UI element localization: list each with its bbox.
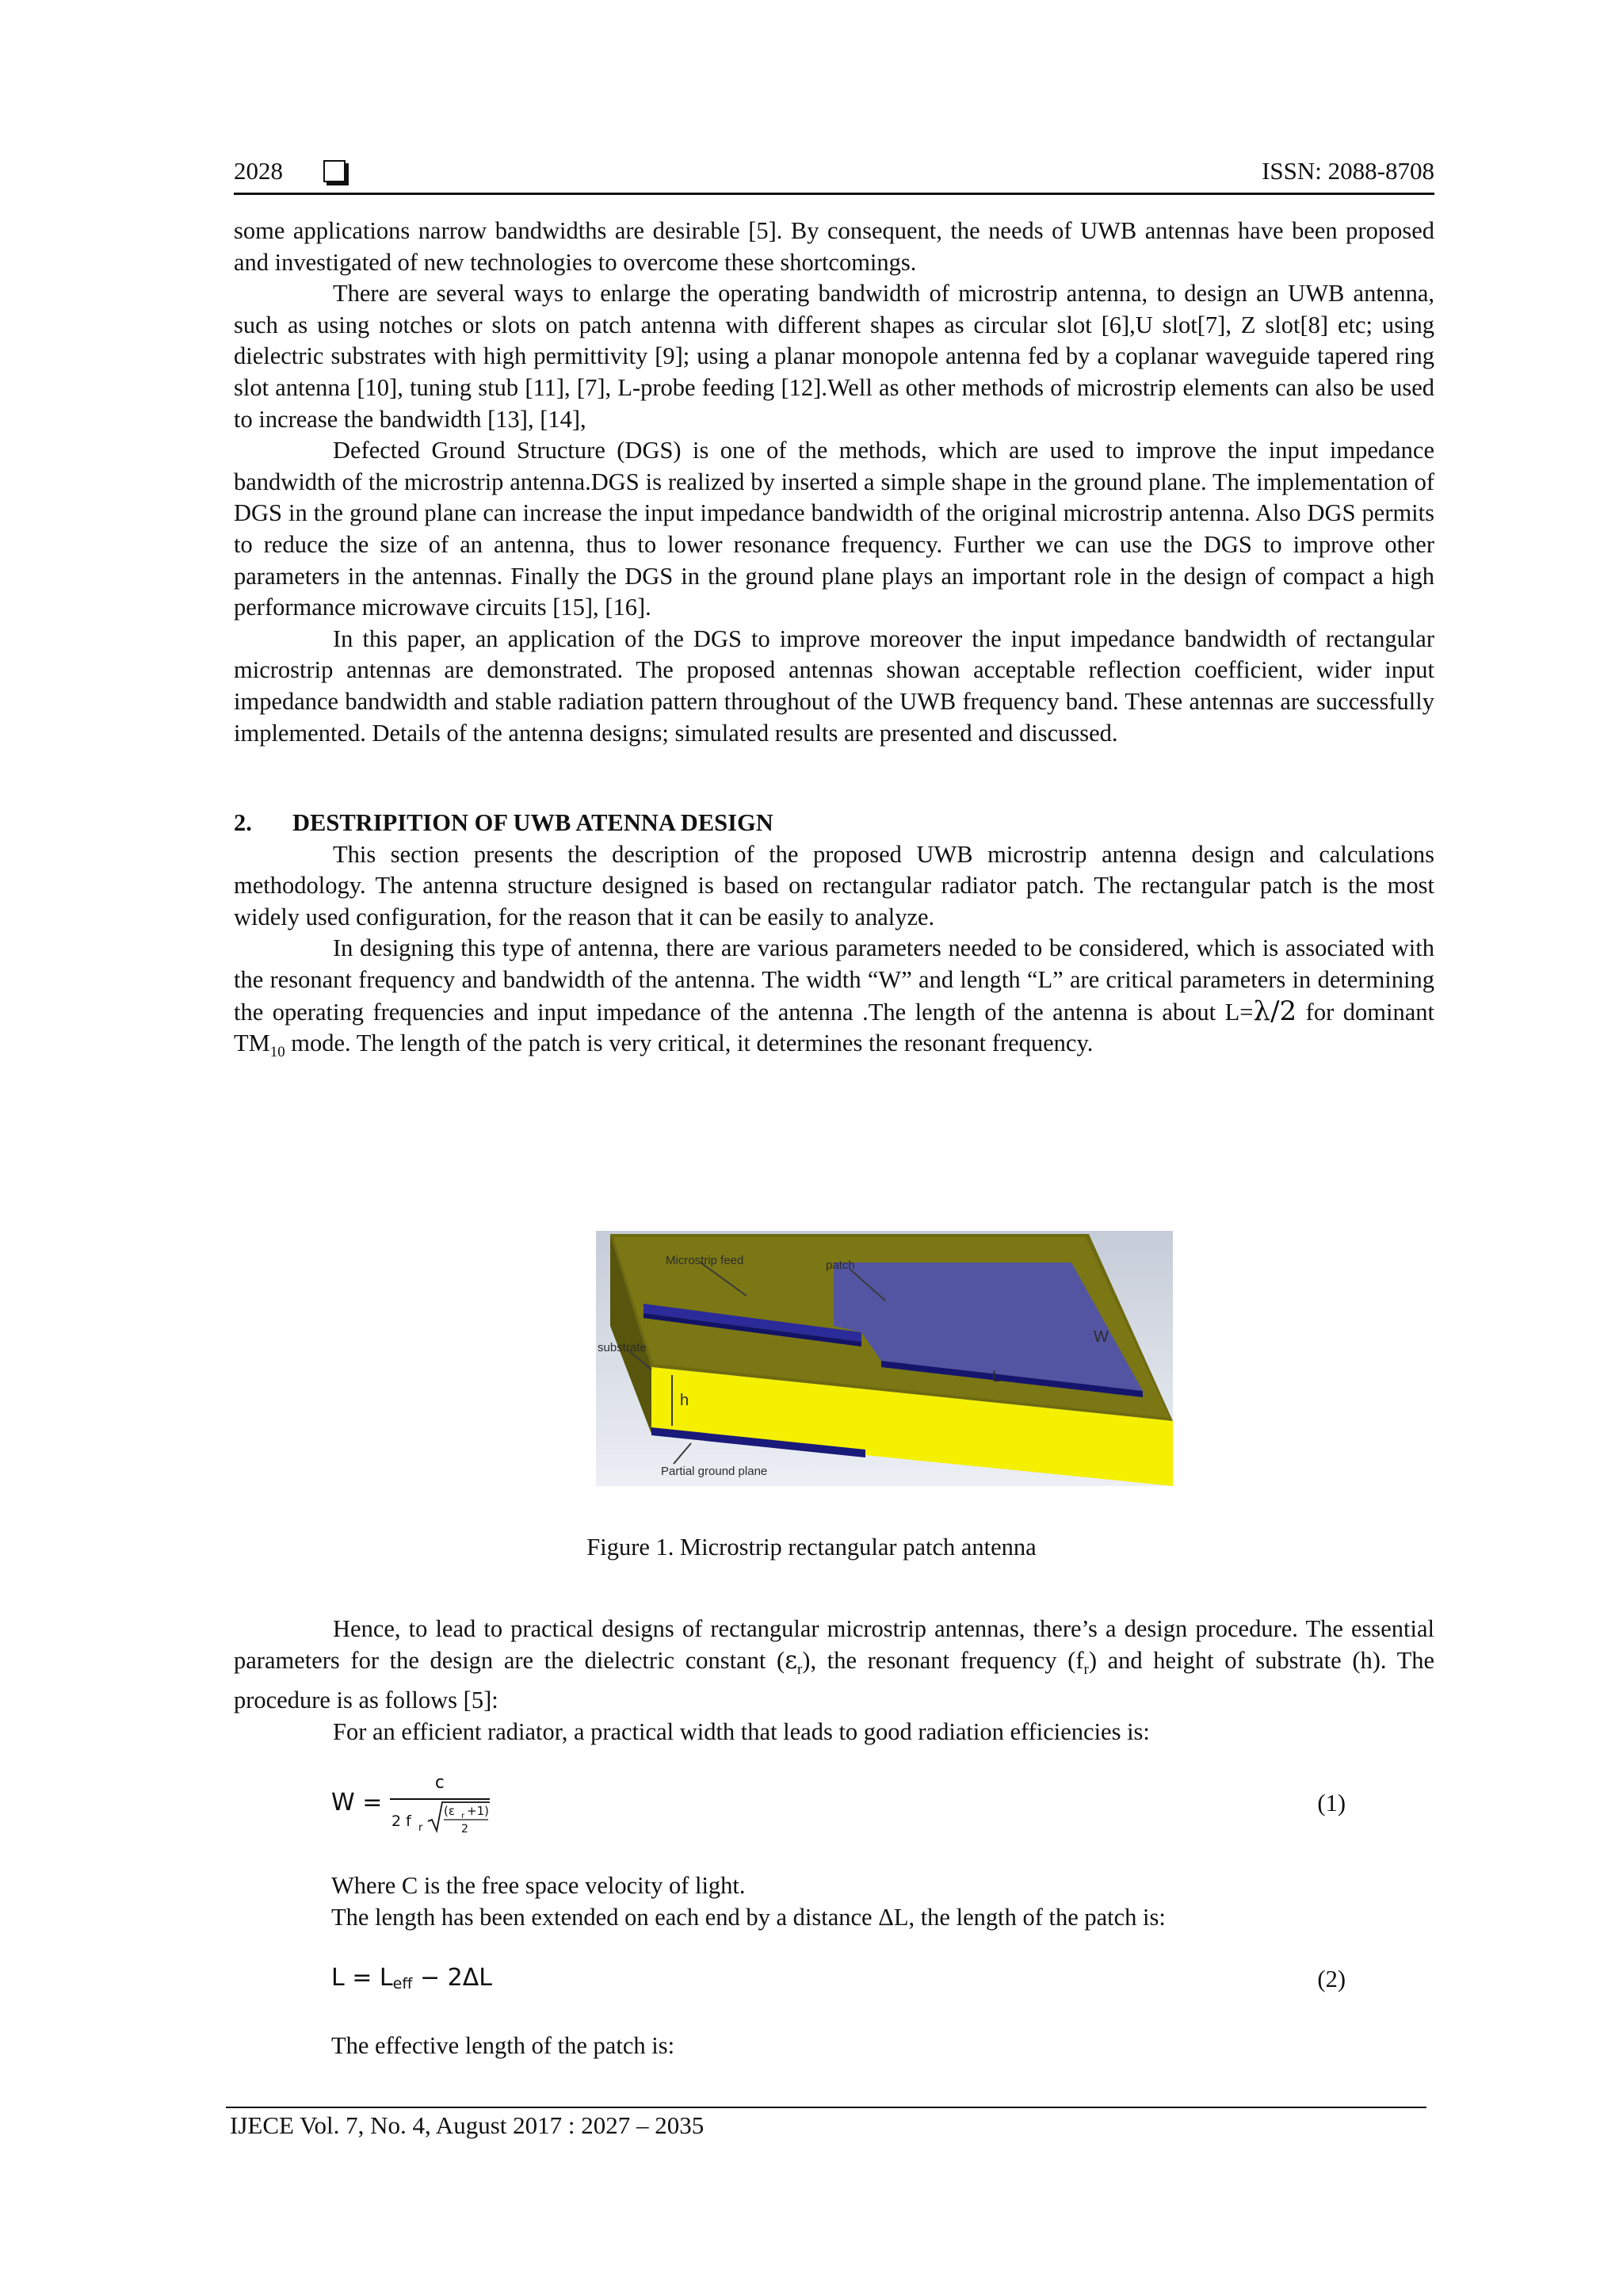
eq1-root-bottom: 2: [461, 1823, 468, 1836]
label-substrate: substrate: [598, 1341, 647, 1354]
epsilon-symbol: ε: [785, 1646, 797, 1675]
paragraph: In this paper, an application of the DGS to improve moreover the input impedance bandwidth of rectangular microstrip antennas are demonstrated. The proposed antennas showan acceptable reflection coefficient, wider input impedance bandwidth and stable radiation pattern throughout of the UWB frequency band. These antennas are successfully implemented. Details of the antenna designs; simulated results are presented and discussed.: [234, 625, 1434, 747]
antenna-illustration: [596, 1231, 1173, 1486]
paragraph: There are several ways to enlarge the operating bandwidth of microstrip antenna, to design an UWB antenna, such as using notches or slots on patch antenna with different shapes as circular slot [6],U slot[7], Z slot[8] etc; using dielectric substrates with high permittivity [9]; using a planar monopole antenna fed by a coplanar waveguide tapered ring slot antenna [10], tuning stub [11], [7], L-probe feeding [12].Well as other methods of microstrip elements can also be used to increase the bandwidth [13], [14],: [234, 280, 1434, 433]
text-run: mode. The length of the patch is very critical, it determines the resonant frequency.: [285, 1030, 1094, 1057]
issn: ISSN: 2088-8708: [1262, 157, 1434, 185]
page-header: [234, 157, 1434, 193]
main-text: [234, 216, 1434, 1068]
subscript: r: [797, 1660, 803, 1678]
paragraph: [234, 933, 1434, 1068]
header-rule: [234, 193, 1434, 195]
page-number: 2028: [234, 157, 283, 185]
eq1-root-sub: r: [461, 1812, 465, 1820]
label-ground: Partial ground plane: [661, 1465, 768, 1478]
equation-1: [331, 1766, 1346, 1837]
paragraph: For an efficient radiator, a practical width that leads to good radiation efficiencies is:: [333, 1717, 1150, 1745]
figure-caption: Figure 1. Microstrip rectangular patch antenna: [586, 1534, 1037, 1561]
label-h: h: [680, 1392, 689, 1409]
extended-line: The length has been extended on each end by a distance ΔL, the length of the patch is:: [331, 1904, 1166, 1931]
label-patch: patch: [826, 1259, 855, 1272]
paragraph: Defected Ground Structure (DGS) is one of the methods, which are used to improve the input impedance bandwidth of the microstrip antenna.DGS is realized by inserted a simple shape in the ground plane. The implementation of DGS in the ground plane can increase the input impedance bandwidth of the original microstrip antenna. Also DGS permits to reduce the size of an antenna, thus to lower resonance frequency. Further we can use the DGS to improve other parameters in the antennas. Finally the DGS in the ground plane plays an important role in the design of compact a high performance microwave circuits [15], [16].: [234, 437, 1434, 621]
eq2-subscript: eff: [392, 1975, 413, 1993]
eq1-root-top-end: +1): [467, 1804, 489, 1818]
footer-rule: [226, 2107, 1426, 2108]
eq1-numerator: c: [434, 1773, 445, 1793]
text-run: for dominant TM: [234, 998, 1434, 1057]
figure-antenna: [596, 1231, 1173, 1486]
text-run: Hence, to lead to practical designs of rectangular microstrip antennas, there’s a design procedure. The essential parameters for the design are the dielectric constant (: [234, 1615, 1434, 1674]
label-w: W: [1094, 1328, 1109, 1346]
paragraph: some applications narrow bandwidths are desirable [5]. By consequent, the needs of UWB antennas have been proposed and investigated of new technologies to overcome these shortcomings.: [234, 217, 1434, 276]
page-footer: IJECE Vol. 7, No. 4, August 2017 : 2027 – 2035: [230, 2111, 705, 2139]
text-run: ), the resonant frequency (f: [802, 1646, 1084, 1674]
checkbox-square-icon: [323, 160, 346, 182]
section-heading: [234, 808, 1434, 839]
equation-2: [331, 1964, 1346, 2000]
eq1-den-subscript: r: [418, 1822, 423, 1834]
label-feed: Microstrip feed: [666, 1254, 744, 1267]
eq2-rhs: − 2ΔL: [412, 1964, 492, 1992]
section-number: 2.: [234, 809, 252, 837]
equation-1-number: (1): [1317, 1790, 1346, 1817]
lambda-half: λ/2: [1253, 995, 1297, 1027]
label-l: L: [992, 1368, 1002, 1385]
eq1-denominator: 2 f: [391, 1813, 411, 1830]
paragraph: This section presents the description of the proposed UWB microstrip antenna design and calculations methodology. The antenna structure designed is based on rectangular radiator patch. The rectangular patch is the most widely used configuration, for the reason that it can be easily to analyze.: [234, 840, 1434, 930]
text-run: ) and height of substrate (h). The procedure is as follows [5]:: [234, 1646, 1435, 1714]
paragraph: [234, 1614, 1434, 1717]
eq1-root-top: (ε: [444, 1804, 455, 1818]
subscript: r: [1083, 1660, 1089, 1678]
eq2-lhs: L = L: [331, 1964, 393, 1992]
where-line: Where C is the free space velocity of light.: [331, 1872, 746, 1899]
text-run: In designing this type of antenna, there are various parameters needed to be considered, which is associated with the resonant frequency and bandwidth of the antenna. The width “W” and length “L” are critical parameters in determining the operating frequencies and input impedance of the antenna .The length of the antenna is about L=: [234, 934, 1434, 1026]
mode-subscript: 10: [269, 1044, 285, 1061]
eq1-lhs: W =: [331, 1789, 383, 1817]
equation-2-number: (2): [1317, 1966, 1346, 1992]
equation-1-formula: [331, 1766, 521, 1837]
section-title: DESTRIPITION OF UWB ATENNA DESIGN: [292, 809, 773, 837]
effective-line: The effective length of the patch is:: [331, 2032, 675, 2059]
procedure-text: [234, 1614, 1434, 1748]
